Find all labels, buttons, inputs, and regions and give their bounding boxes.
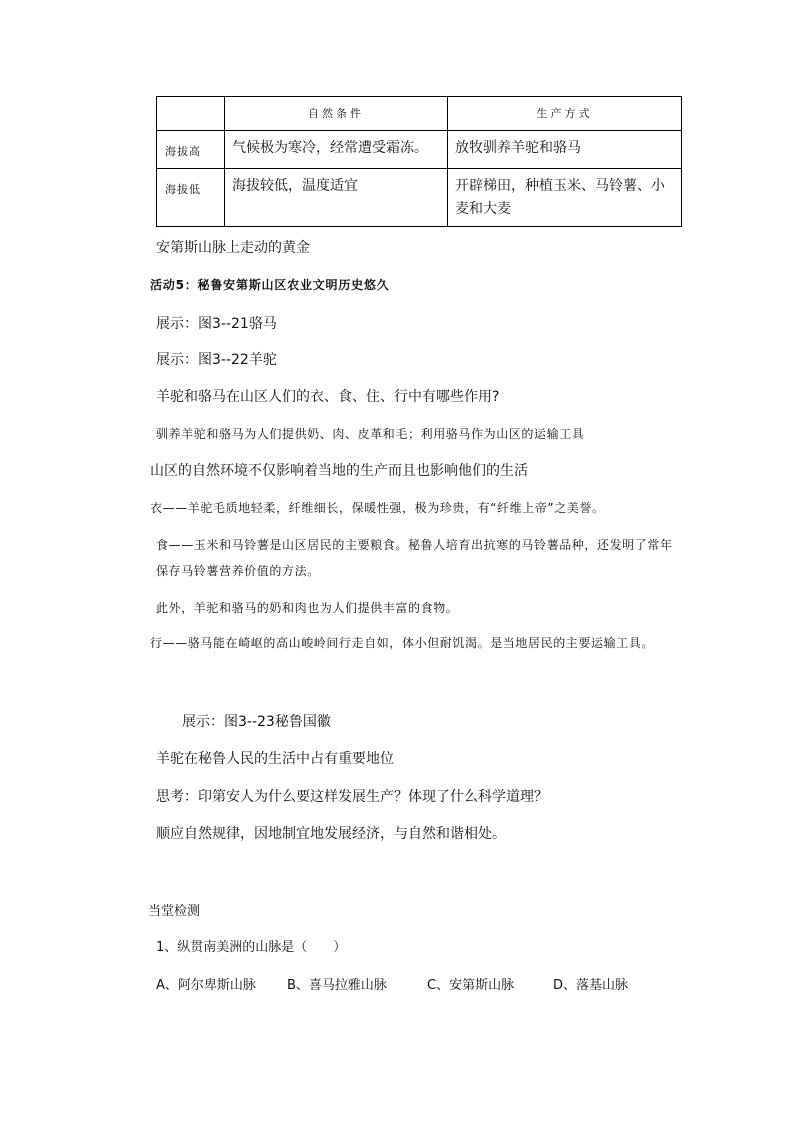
row-label: 海拔低	[157, 169, 225, 227]
quiz-question: 1、纵贯南美洲的山脉是（ ）	[156, 940, 347, 955]
question-line: 羊驼和骆马在山区人们的衣、食、住、行中有哪些作用?	[156, 389, 500, 405]
production-cell: 开辟梯田，种植玉米、马铃薯、小麦和大麦	[448, 169, 682, 227]
quiz-option-c: C、安第斯山脉	[427, 978, 515, 993]
quiz-title: 当堂检测	[148, 904, 201, 919]
table-header-row	[157, 97, 682, 131]
influence-line: 山区的自然环境不仅影响着当地的生产而且也影响他们的生活	[150, 463, 528, 479]
answer2-line: 顺应自然规律，因地制宜地发展经济，与自然和谐相处。	[156, 826, 506, 842]
header-production: 生产方式	[448, 97, 682, 131]
table-row	[157, 169, 682, 227]
gold-line: 安第斯山脉上走动的黄金	[156, 240, 310, 256]
quiz-option-b: B、喜马拉雅山脉	[287, 978, 387, 993]
position-line: 羊驼在秘鲁人民的生活中占有重要地位	[156, 751, 394, 767]
show-figure-21: 展示：图3--21骆马	[156, 316, 277, 332]
row-label: 海拔高	[157, 131, 225, 169]
think-line: 思考：印第安人为什么要这样发展生产？体现了什么科学道理？	[156, 789, 548, 805]
table-row	[157, 131, 682, 169]
natural-cell: 海拔较低，温度适宜	[225, 169, 448, 227]
food-paragraph: 食——玉米和马铃薯是山区居民的主要粮食。秘鲁人培育出抗寒的马铃薯品种，还发明了常年保存马铃薯营养价值的方法。	[156, 538, 673, 578]
transport-paragraph: 行——骆马能在崎岖的高山峻岭间行走自如，体小但耐饥渴。是当地居民的主要运输工具。	[150, 636, 655, 650]
show-figure-23: 展示：图3--23秘鲁国徽	[182, 714, 331, 730]
answer-line: 驯养羊驼和骆马为人们提供奶、肉、皮革和毛；利用骆马作为山区的运输工具	[156, 427, 585, 441]
conditions-table	[156, 96, 682, 227]
clothing-line: 衣——羊驼毛质地轻柔，纤维细长，保暖性强，极为珍贵，有“纤维上帝”之美誉。	[150, 501, 605, 515]
besides-line: 此外，羊驼和骆马的奶和肉也为人们提供丰富的食物。	[156, 601, 459, 615]
header-natural: 自然条件	[225, 97, 448, 131]
show-figure-22: 展示：图3--22羊驼	[156, 352, 277, 368]
natural-cell: 气候极为寒冷，经常遭受霜冻。	[225, 131, 448, 169]
header-empty	[157, 97, 225, 131]
quiz-option-d: D、落基山脉	[553, 978, 629, 993]
activity-heading: 活动5：秘鲁安第斯山区农业文明历史悠久	[150, 278, 390, 292]
production-cell: 放牧驯养羊驼和骆马	[448, 131, 682, 169]
quiz-option-a: A、阿尔卑斯山脉	[156, 978, 256, 993]
